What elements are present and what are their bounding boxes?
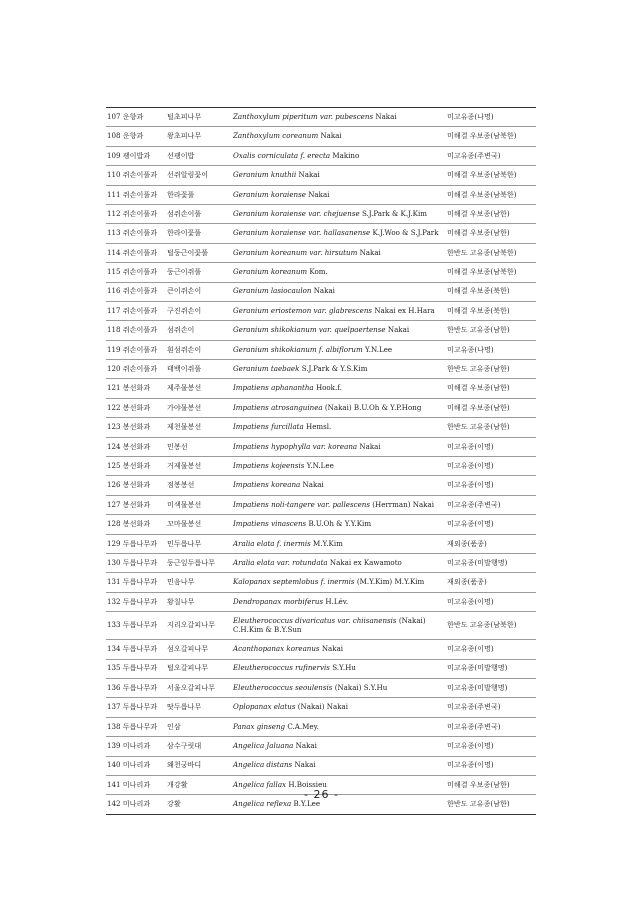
scientific-name: Impatiens vinascens: [233, 519, 307, 529]
author-citation: B.Y.Lee: [293, 799, 321, 809]
table-row: [106, 282, 536, 301]
scientific-name: Angelica fallax: [233, 779, 287, 789]
author-citation: Nakai ex Kawamoto: [329, 557, 402, 567]
korean-name: 흰섬쥐손이: [166, 340, 232, 359]
scientific-name: Aralia elata var. rotundata: [233, 557, 328, 567]
author-citation: Nakai: [298, 170, 320, 180]
endemic-status: 미고유종(이명): [446, 592, 536, 611]
korean-name: 인삼: [166, 717, 232, 736]
row-number-family: 139 미나리과: [106, 737, 166, 756]
author-citation: S.J.Park & Y.S.Kim: [301, 364, 368, 374]
author-citation: Nakai: [302, 480, 324, 490]
korean-name: 털오갈피나무: [166, 659, 232, 678]
row-number-family: 127 봉선화과: [106, 495, 166, 514]
endemic-status: 한반도 고유종(남북한): [446, 612, 536, 640]
row-number-family: 142 미나리과: [106, 795, 166, 814]
scientific-name-cell: [232, 263, 446, 282]
korean-name: 민음나무: [166, 573, 232, 592]
endemic-status: 미고유종(이명): [446, 640, 536, 659]
table-row: [106, 476, 536, 495]
table-row: [106, 698, 536, 717]
scientific-name: Eleutherococcus rufinervis: [233, 663, 330, 673]
scientific-name-cell: [232, 717, 446, 736]
korean-name: 한라꽃풀: [166, 185, 232, 204]
author-citation: C.A.Mey.: [287, 721, 319, 731]
row-number-family: 129 두릅나무과: [106, 534, 166, 553]
author-citation: H.Boissieu: [288, 779, 327, 789]
scientific-name-cell: [232, 457, 446, 476]
row-number-family: 140 미나리과: [106, 756, 166, 775]
row-number-family: 126 봉선화과: [106, 476, 166, 495]
scientific-name-cell: [232, 756, 446, 775]
scientific-name: Impatiens atrosanguinea: [233, 402, 323, 412]
korean-name: 꼬마물봉선: [166, 515, 232, 534]
endemic-status: 미해결 우보종(남한): [446, 379, 536, 398]
scientific-name: Geranium shikokianum var. quelpaertense: [233, 325, 386, 335]
row-number-family: 117 쥐손이풀과: [106, 301, 166, 320]
korean-name: 섬쥐손이풀: [166, 204, 232, 223]
scientific-name-cell: [232, 553, 446, 572]
scientific-name-cell: [232, 418, 446, 437]
author-citation: Y.N.Lee: [306, 460, 334, 470]
korean-name: 선괭이밥: [166, 146, 232, 165]
endemic-status: 미해결 우보종(남한): [446, 204, 536, 223]
author-citation: Nakai: [359, 247, 381, 257]
korean-name: 미색물봉선: [166, 495, 232, 514]
author-citation: Makino: [332, 150, 360, 160]
scientific-name-cell: [232, 108, 446, 127]
scientific-name: Geranium koreanum: [233, 267, 308, 277]
row-number-family: 112 쥐손이풀과: [106, 204, 166, 223]
table-row: [106, 321, 536, 340]
korean-name: 선쥐알림꽃이: [166, 166, 232, 185]
scientific-name: Zanthoxylum coreanum: [233, 131, 319, 141]
endemic-status: 미해결 우보종(남북한): [446, 263, 536, 282]
author-citation: H.Lév.: [325, 596, 349, 606]
endemic-status: 미해결 우보종(북한): [446, 282, 536, 301]
scientific-name: Geranium eriostemon var. glabrescens: [233, 305, 373, 315]
scientific-name-cell: [232, 360, 446, 379]
row-number-family: 107 운향과: [106, 108, 166, 127]
author-citation: K.J.Woo & S.J.Park: [372, 228, 439, 238]
scientific-name: Geranium lasiocaulon: [233, 286, 312, 296]
scientific-name-cell: [232, 737, 446, 756]
scientific-name: Angelica Jaluana: [233, 741, 294, 751]
korean-name: 털초피나무: [166, 108, 232, 127]
table-row: [106, 146, 536, 165]
endemic-status: 미해결 우보종(남북한): [446, 166, 536, 185]
author-citation: Nakai: [359, 441, 381, 451]
endemic-status: 한반도 고유종(남한): [446, 795, 536, 814]
scientific-name-cell: [232, 301, 446, 320]
table-row: [106, 340, 536, 359]
row-number-family: 135 두릅나무과: [106, 659, 166, 678]
row-number-family: 133 두릅나무과: [106, 612, 166, 640]
korean-name: 가야물봉선: [166, 398, 232, 417]
scientific-name-cell: [232, 166, 446, 185]
table-row: [106, 534, 536, 553]
row-number-family: 128 봉선화과: [106, 515, 166, 534]
row-number-family: 109 괭이밥과: [106, 146, 166, 165]
row-number-family: 138 두릅나무과: [106, 717, 166, 736]
table-row: [106, 573, 536, 592]
table-row: [106, 108, 536, 127]
row-number-family: 132 두릅나무과: [106, 592, 166, 611]
scientific-name-cell: [232, 534, 446, 553]
scientific-name: Geranium knuthii: [233, 170, 297, 180]
endemic-status: 한반도 고유종(남한): [446, 360, 536, 379]
scientific-name-cell: [232, 321, 446, 340]
author-citation: Nakai: [387, 325, 410, 335]
table-row: [106, 360, 536, 379]
author-citation: (Nakai) C.H.Kim & B.Y.Sun: [233, 616, 426, 634]
endemic-status: 미고유종(이명): [446, 737, 536, 756]
endemic-status: 미고유종(미발행명): [446, 553, 536, 572]
table-row: [106, 612, 536, 640]
table-row: [106, 418, 536, 437]
endemic-status: 미해결 우보종(남북한): [446, 185, 536, 204]
table-row: [106, 737, 536, 756]
korean-name: 둥근잎두릅나무: [166, 553, 232, 572]
scientific-name: Angelica reflexa: [233, 799, 292, 809]
scientific-name: Geranium taebaek: [233, 364, 300, 374]
scientific-name-cell: [232, 698, 446, 717]
scientific-name-cell: [232, 495, 446, 514]
row-number-family: 120 쥐손이풀과: [106, 360, 166, 379]
scientific-name: Eleutherococcus divaricatus var. chiisanensis: [233, 616, 397, 626]
korean-name: 민두릅나무: [166, 534, 232, 553]
endemic-status: 미고유종(이명): [446, 476, 536, 495]
scientific-name-cell: [232, 612, 446, 640]
author-citation: Nakai: [308, 189, 330, 199]
korean-name: 큰이쥐손이: [166, 282, 232, 301]
table-row: [106, 204, 536, 223]
author-citation: Nakai: [313, 286, 335, 296]
author-citation: Nakai: [294, 760, 316, 770]
table-row: [106, 243, 536, 262]
scientific-name: Impatiens aphanantha: [233, 383, 314, 393]
endemic-status: 재외종(품종): [446, 534, 536, 553]
table-row: [106, 640, 536, 659]
korean-name: 개강활: [166, 775, 232, 794]
scientific-name: Geranium koreanum var. hirsutum: [233, 247, 358, 257]
row-number-family: 124 봉선화과: [106, 437, 166, 456]
korean-name: 삼수구릿대: [166, 737, 232, 756]
author-citation: Hook.f.: [315, 383, 342, 393]
endemic-status: 미고유종(이명): [446, 437, 536, 456]
scientific-name-cell: [232, 515, 446, 534]
scientific-name-cell: [232, 127, 446, 146]
endemic-status: 미고유종(주변국): [446, 698, 536, 717]
table-row: [106, 379, 536, 398]
scientific-name-cell: [232, 573, 446, 592]
korean-name: 왕초피나무: [166, 127, 232, 146]
korean-name: 민봉선: [166, 437, 232, 456]
table-row: [106, 457, 536, 476]
endemic-status: 미해결 우보종(남한): [446, 224, 536, 243]
scientific-name: Angelica distans: [233, 760, 293, 770]
row-number-family: 125 봉선화과: [106, 457, 166, 476]
table-row: [106, 678, 536, 697]
table-row: [106, 398, 536, 417]
endemic-status: 한반도 고유종(남한): [446, 418, 536, 437]
author-citation: (M.Y.Kim) M.Y.Kim: [356, 577, 425, 587]
scientific-name-cell: [232, 146, 446, 165]
row-number-family: 137 두릅나무과: [106, 698, 166, 717]
korean-name: 왜천궁바디: [166, 756, 232, 775]
table-row: [106, 185, 536, 204]
scientific-name: Oxalis corniculata f. erecta: [233, 150, 331, 160]
table-row: [106, 301, 536, 320]
korean-name: 황칠나무: [166, 592, 232, 611]
author-citation: B.U.Oh & Y.Y.Kim: [308, 519, 372, 529]
author-citation: Hemsl.: [306, 422, 332, 432]
row-number-family: 122 봉선화과: [106, 398, 166, 417]
scientific-name-cell: [232, 243, 446, 262]
endemic-status: 미고유종(나명): [446, 108, 536, 127]
korean-name: 제주물봉선: [166, 379, 232, 398]
table-row: [106, 224, 536, 243]
endemic-status: 미고유종(미발행명): [446, 678, 536, 697]
table-row: [106, 127, 536, 146]
scientific-name-cell: [232, 398, 446, 417]
author-citation: (Nakai) B.U.Oh & Y.P.Hong: [324, 402, 422, 412]
korean-name: 점봉봉선: [166, 476, 232, 495]
row-number-family: 110 쥐손이풀과: [106, 166, 166, 185]
row-number-family: 141 미나리과: [106, 775, 166, 794]
row-number-family: 111 쥐손이풀과: [106, 185, 166, 204]
scientific-name: Eleutherococcus seoulensis: [233, 682, 333, 692]
endemic-status: 미해결 우보종(남한): [446, 398, 536, 417]
endemic-status: 미고유종(이명): [446, 756, 536, 775]
scientific-name-cell: [232, 659, 446, 678]
author-citation: Nakai ex H.Hara: [374, 305, 435, 315]
scientific-name: Impatiens hypophylla var. koreana: [233, 441, 358, 451]
row-number-family: 115 쥐손이풀과: [106, 263, 166, 282]
author-citation: S.Y.Hu: [332, 663, 356, 673]
korean-name: 땃두릅나무: [166, 698, 232, 717]
author-citation: (Herrman) Nakai: [372, 499, 434, 509]
endemic-status: 미고유종(주변국): [446, 146, 536, 165]
species-table-body: [106, 108, 536, 815]
species-table: [106, 107, 536, 815]
scientific-name: Acanthopanax koreanus: [233, 644, 320, 654]
scientific-name: Dendropanax morbiferus: [233, 596, 324, 606]
scientific-name-cell: [232, 204, 446, 223]
korean-name: 구진쥐손이: [166, 301, 232, 320]
table-row: [106, 166, 536, 185]
author-citation: S.J.Park & K.J.Kim: [361, 208, 427, 218]
korean-name: 둥근이쥐풀: [166, 263, 232, 282]
endemic-status: 미고유종(미발행명): [446, 659, 536, 678]
scientific-name-cell: [232, 592, 446, 611]
scientific-name: Impatiens noli-tangere var. pallescens: [233, 499, 370, 509]
korean-name: 털둥근이꽃풀: [166, 243, 232, 262]
scientific-name: Impatiens koreana: [233, 480, 301, 490]
scientific-name: Geranium shikokianum f. albiflorum: [233, 344, 363, 354]
korean-name: 한라이꽃풀: [166, 224, 232, 243]
table-row: [106, 437, 536, 456]
korean-name: 섬쥐손이: [166, 321, 232, 340]
scientific-name: Impatiens furcillata: [233, 422, 304, 432]
table-row: [106, 495, 536, 514]
korean-name: 거제물봉선: [166, 457, 232, 476]
endemic-status: 미해결 우보종(남한): [446, 775, 536, 794]
author-citation: Nakai: [295, 741, 317, 751]
table-row: [106, 553, 536, 572]
endemic-status: 미고유종(주변국): [446, 495, 536, 514]
scientific-name-cell: [232, 678, 446, 697]
endemic-status: 미고유종(나명): [446, 340, 536, 359]
endemic-status: 미고유종(이명): [446, 457, 536, 476]
table-row: [106, 717, 536, 736]
author-citation: (Nakai) Nakai: [297, 702, 349, 712]
korean-name: 섬오갈피나무: [166, 640, 232, 659]
endemic-status: 미고유종(이명): [446, 515, 536, 534]
scientific-name-cell: [232, 185, 446, 204]
scientific-name-cell: [232, 379, 446, 398]
scientific-name-cell: [232, 224, 446, 243]
endemic-status: 미해결 우보종(북한): [446, 301, 536, 320]
table-row: [106, 263, 536, 282]
row-number-family: 130 두릅나무과: [106, 553, 166, 572]
scientific-name: Kalopanax septemlobus f. inermis: [233, 577, 355, 587]
row-number-family: 121 봉선화과: [106, 379, 166, 398]
row-number-family: 134 두릅나무과: [106, 640, 166, 659]
scientific-name-cell: [232, 282, 446, 301]
author-citation: Kom.: [309, 267, 328, 277]
row-number-family: 136 두릅나무과: [106, 678, 166, 697]
scientific-name-cell: [232, 476, 446, 495]
author-citation: Nakai: [375, 111, 397, 121]
author-citation: M.Y.Kim: [313, 538, 343, 548]
table-row: [106, 515, 536, 534]
endemic-status: 미고유종(주변국): [446, 717, 536, 736]
scientific-name: Geranium koraiense var. chejuense: [233, 208, 360, 218]
korean-name: 지리오갈피나무: [166, 612, 232, 640]
korean-name: 강활: [166, 795, 232, 814]
korean-name: 서울오갈피나무: [166, 678, 232, 697]
endemic-status: 한반도 고유종(남북한): [446, 243, 536, 262]
table-row: [106, 592, 536, 611]
author-citation: Nakai: [320, 131, 342, 141]
scientific-name: Oplopanax elatus: [233, 702, 296, 712]
row-number-family: 116 쥐손이풀과: [106, 282, 166, 301]
scientific-name-cell: [232, 437, 446, 456]
endemic-status: 미해결 우보종(남북한): [446, 127, 536, 146]
endemic-status: 한반도 고유종(남한): [446, 321, 536, 340]
scientific-name-cell: [232, 340, 446, 359]
table-row: [106, 756, 536, 775]
row-number-family: 119 쥐손이풀과: [106, 340, 166, 359]
endemic-status: 재외종(품종): [446, 573, 536, 592]
korean-name: 제천물봉선: [166, 418, 232, 437]
scientific-name: Geranium koraiense var. hallasanense: [233, 228, 371, 238]
table-row: [106, 659, 536, 678]
scientific-name-cell: [232, 640, 446, 659]
row-number-family: 118 쥐손이풀과: [106, 321, 166, 340]
author-citation: Y.N.Lee: [364, 344, 393, 354]
scientific-name: Geranium koraiense: [233, 189, 306, 199]
scientific-name: Zanthoxylum piperitum var. pubescens: [233, 111, 374, 121]
row-number-family: 108 운향과: [106, 127, 166, 146]
row-number-family: 113 쥐손이풀과: [106, 224, 166, 243]
author-citation: (Nakai) S.Y.Hu: [334, 682, 388, 692]
scientific-name: Aralia elata f. inermis: [233, 538, 311, 548]
scientific-name: Panax ginseng: [233, 721, 286, 731]
author-citation: Nakai: [321, 644, 344, 654]
row-number-family: 123 봉선화과: [106, 418, 166, 437]
row-number-family: 131 두릅나무과: [106, 573, 166, 592]
korean-name: 태백이쥐풀: [166, 360, 232, 379]
scientific-name: Impatiens kojeensis: [233, 460, 305, 470]
page-number: - 26 -: [304, 788, 339, 801]
row-number-family: 114 쥐손이풀과: [106, 243, 166, 262]
